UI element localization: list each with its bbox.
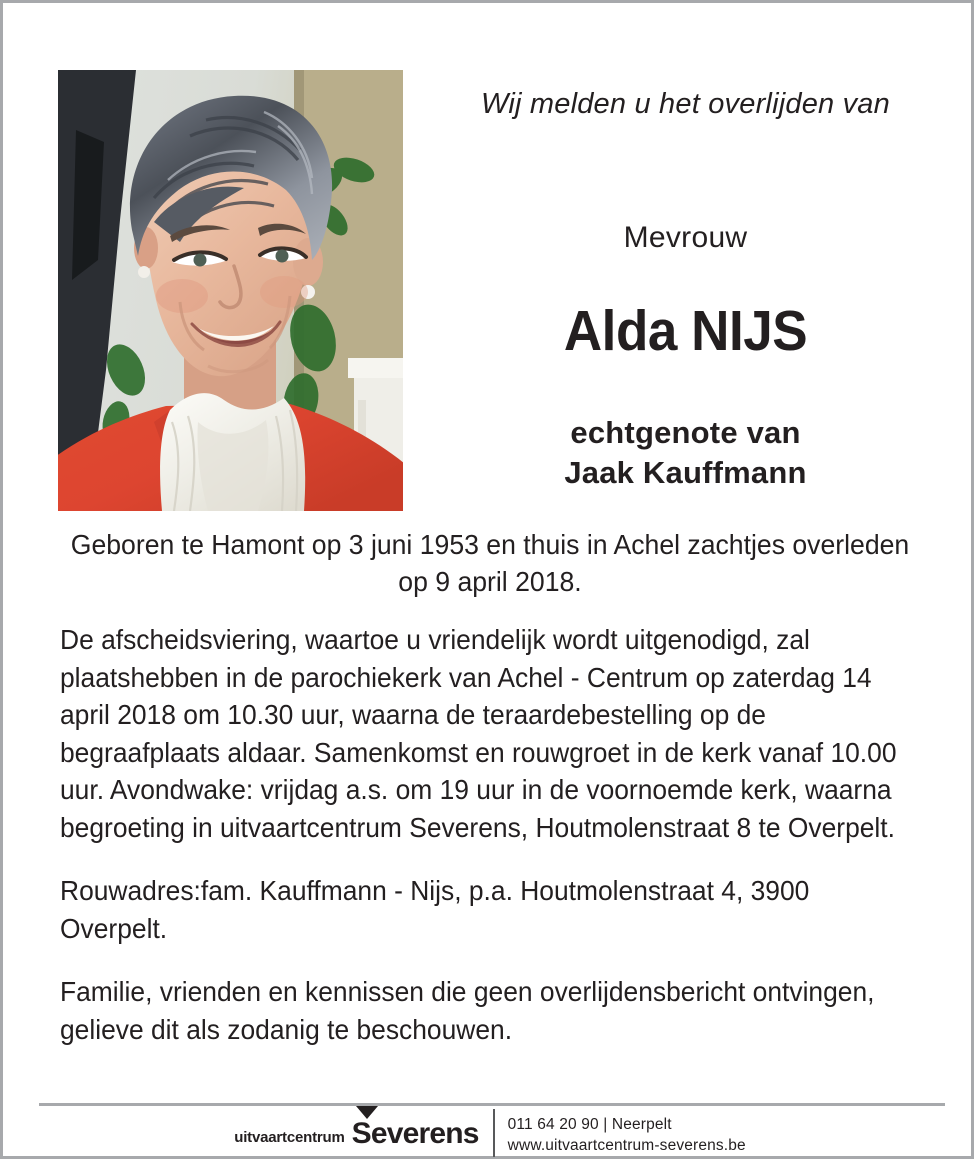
footer-website[interactable]: www.uitvaartcentrum-severens.be xyxy=(507,1136,746,1154)
brand-mark xyxy=(352,1119,479,1149)
paragraph-ceremony: De afscheidsviering, waartoe u vriendelijk wordt uitgenodigd, zal plaatshebben in de parochiekerk van Achel - Centrum op zaterdag 14 april 2018 om 10.30 uur, waarna de teraardebestelling op de begraafplaats aldaar. Samenkomst en rouwgroet in de kerk vanaf 10.00 uur. Avondwake: vrijdag a.s. om 19 uur in de voornoemde kerk, waarna begroeting in uitvaartcentrum Severens, Houtmolenstraat 8 te Overpelt. xyxy=(60,624,897,843)
footer-contact xyxy=(493,1109,746,1157)
spouse-block xyxy=(413,413,958,492)
birth-death-line: Geboren te Hamont op 3 juni 1953 en thuis in Achel zachtjes overleden op 9 april 2018. xyxy=(70,529,910,597)
header-section xyxy=(3,3,977,515)
portrait-photo xyxy=(58,70,403,511)
brand-prefix-label: uitvaartcentrum xyxy=(234,1129,345,1146)
deceased-name: Alda NIJS xyxy=(563,299,808,363)
footer-divider xyxy=(39,1103,945,1106)
footer xyxy=(3,1109,977,1159)
funeral-home-logo[interactable] xyxy=(234,1109,478,1149)
brand-name-label: Severens xyxy=(351,1117,479,1150)
spouse-name: Jaak Kauffmann xyxy=(564,454,807,490)
announcement-line: Wij melden u het overlijden van xyxy=(481,88,890,120)
triangle-down-icon xyxy=(356,1106,378,1119)
footer-phone-city: 011 64 20 90 | Neerpelt xyxy=(507,1116,672,1133)
spouse-relation-label: echtgenote van xyxy=(570,415,801,450)
body-text-block xyxy=(60,621,940,1048)
paragraph-condolence-address: Rouwadres:fam. Kauffmann - Nijs, p.a. Houtmolenstraat 4, 3900 Overpelt. xyxy=(60,875,810,944)
paragraph-notice-disclaimer: Familie, vrienden en kennissen die geen overlijdensbericht ontvingen, gelieve dit als zodanig te beschouwen. xyxy=(60,976,875,1045)
salutation-label: Mevrouw xyxy=(623,221,748,254)
